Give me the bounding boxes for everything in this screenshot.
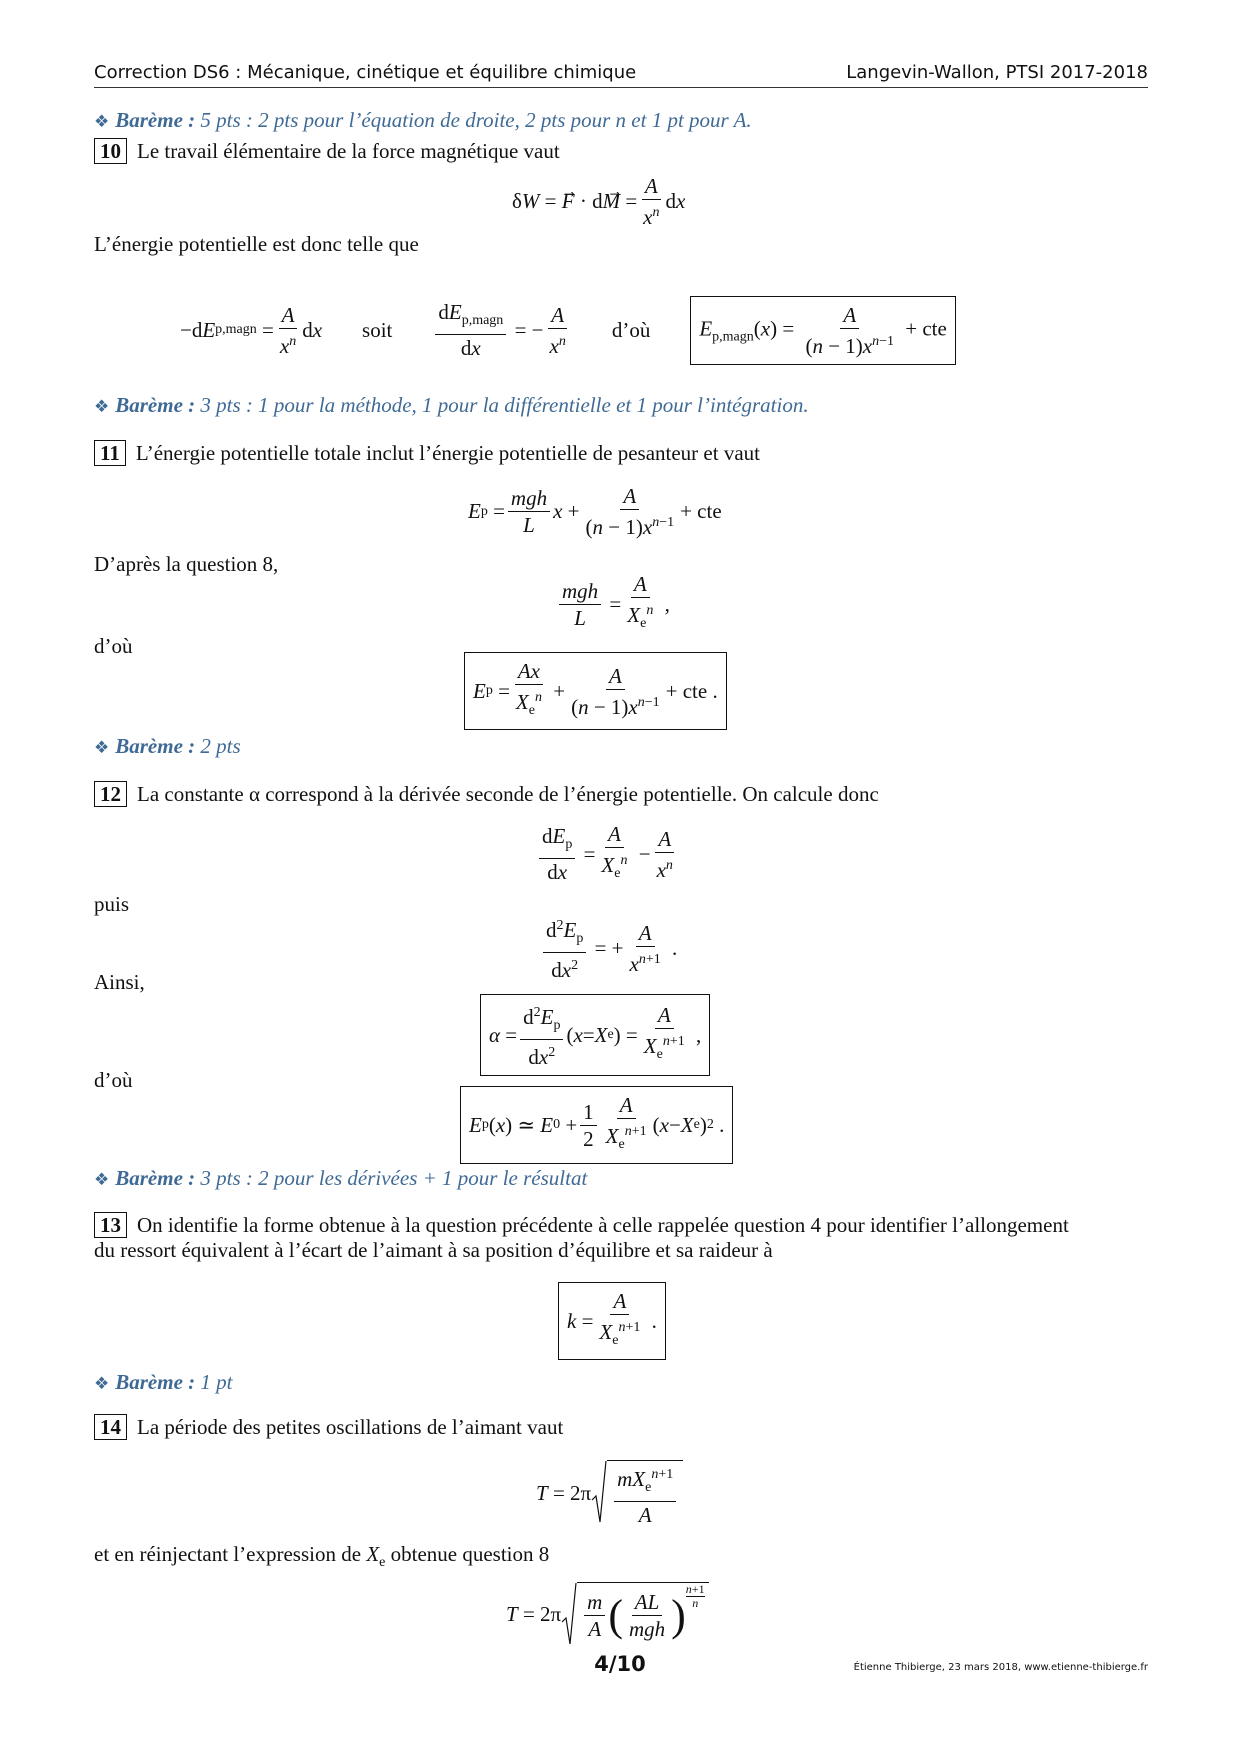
diamond-icon: ❖: [94, 738, 110, 757]
footer-author: Étienne Thibierge, 23 mars 2018, www.etienne-thibierge.fr: [853, 1662, 1148, 1673]
question-number: 14: [94, 1414, 127, 1440]
question-number: 12: [94, 781, 127, 807]
equation-equilibrium: $\frac{\text{mgh}}{L}$ = $\frac{A}{X_e^n}$ ,: [556, 572, 670, 636]
result-box: E p ( x ) ≃ E 0 + $\frac{1}{2}$ $\frac{A}{X_e^{n+1}}$ ( x − X e ) 2 .: [460, 1086, 733, 1164]
question-number: 13: [94, 1212, 127, 1238]
equation-period: T = 2π $\frac{mX_e^{n+1}}{A}$: [536, 1460, 683, 1527]
question-10: 10 Le travail élémentaire de la force magnétique vaut: [94, 138, 560, 164]
header-course: Langevin-Wallon, PTSI 2017-2018: [846, 62, 1148, 83]
paragraph: puis: [94, 892, 130, 916]
question-number: 11: [94, 440, 126, 466]
paragraph: du ressort équivalent à l’écart de l’aimant à sa position d’équilibre et sa raideur à: [94, 1238, 773, 1262]
question-14: 14 La période des petites oscillations de l’aimant vaut: [94, 1414, 563, 1440]
diamond-icon: ❖: [94, 1374, 110, 1393]
paragraph: d’où: [94, 634, 133, 658]
paragraph: L’énergie potentielle est donc telle que: [94, 232, 419, 256]
paragraph: d’où: [94, 1068, 133, 1092]
question-12: 12 La constante α correspond à la dérivée seconde de l’énergie potentielle. On calcule donc: [94, 781, 879, 807]
equation-work: δ W = F ⃗ · d M ⃗ = $\frac{A}{x^n}$ d x: [512, 174, 686, 229]
question-13: 13 On identifie la forme obtenue à la question précédente à celle rappelée question 4 pour identifier l’allongement: [94, 1212, 1069, 1238]
bareme-note: ❖ Barème : 1 pt: [94, 1370, 233, 1394]
result-box: E p = $\frac{Ax}{X_e^n}$ + $\frac{A}{(n - 1)x^{n-1}}$ + cte .: [464, 652, 727, 730]
equation-period-final: T = 2π $\frac{m}{A}$ ( $\frac{AL}{\text{mgh}}$ ) n+1 n: [506, 1582, 709, 1646]
question-number: 10: [94, 138, 127, 164]
result-box: k = $\frac{A}{X_e^{n+1}}$ .: [558, 1282, 666, 1360]
equation-potential-energy: −d E p,magn = $\frac{A}{x^n}$ d x soit $\frac{dE_{p,magn}}{dx}$ = − $\frac{A}{x^n}$ d’où $E_{p,magn}(x)$ = $\frac{A}{(n - 1)x^{n-1}}$ + cte: [180, 300, 956, 360]
result-box: α = $\frac{d^2E_p}{dx^2}$ ( x = X e ) = $\frac{A}{X_e^{n+1}}$ ,: [480, 994, 710, 1076]
equation-total-energy: E p = $\frac{\text{mgh}}{L}$ x + $\frac{A}{(n - 1)x^{n-1}}$ + cte: [468, 484, 722, 539]
paragraph: D’après la question 8,: [94, 552, 279, 576]
paragraph: et en réinjectant l’expression de $X_e$ obtenue question 8: [94, 1542, 550, 1571]
bareme-note: ❖ Barème : 3 pts : 1 pour la méthode, 1 pour la différentielle et 1 pour l’intégration.: [94, 393, 809, 417]
header-title: Correction DS6 : Mécanique, cinétique et équilibre chimique: [94, 62, 637, 83]
equation-second-derivative: $\frac{d^2E_p}{dx^2}$ = + $\frac{A}{x^{n+1}}$ .: [540, 914, 677, 982]
diamond-icon: ❖: [94, 1170, 110, 1189]
paragraph: Ainsi,: [94, 970, 145, 994]
diamond-icon: ❖: [94, 397, 110, 416]
header-rule: [94, 87, 1148, 88]
diamond-icon: ❖: [94, 112, 110, 131]
bareme-note: ❖ Barème : 5 pts : 2 pts pour l’équation de droite, 2 pts pour n et 1 pt pour A.: [94, 108, 752, 132]
result-box: $E_{p,magn}(x)$ = $\frac{A}{(n - 1)x^{n-1}}$ + cte: [690, 296, 956, 365]
bareme-note: ❖ Barème : 3 pts : 2 pour les dérivées + 1 pour le résultat: [94, 1166, 588, 1190]
question-11: 11 L’énergie potentielle totale inclut l’énergie potentielle de pesanteur et vaut: [94, 440, 760, 466]
bareme-note: ❖ Barème : 2 pts: [94, 734, 241, 758]
equation-first-derivative: $\frac{dE_p}{dx}$ = $\frac{A}{X_e^n}$ − $\frac{A}{x^n}$: [536, 822, 679, 886]
page-number: 4/10: [594, 1652, 646, 1676]
